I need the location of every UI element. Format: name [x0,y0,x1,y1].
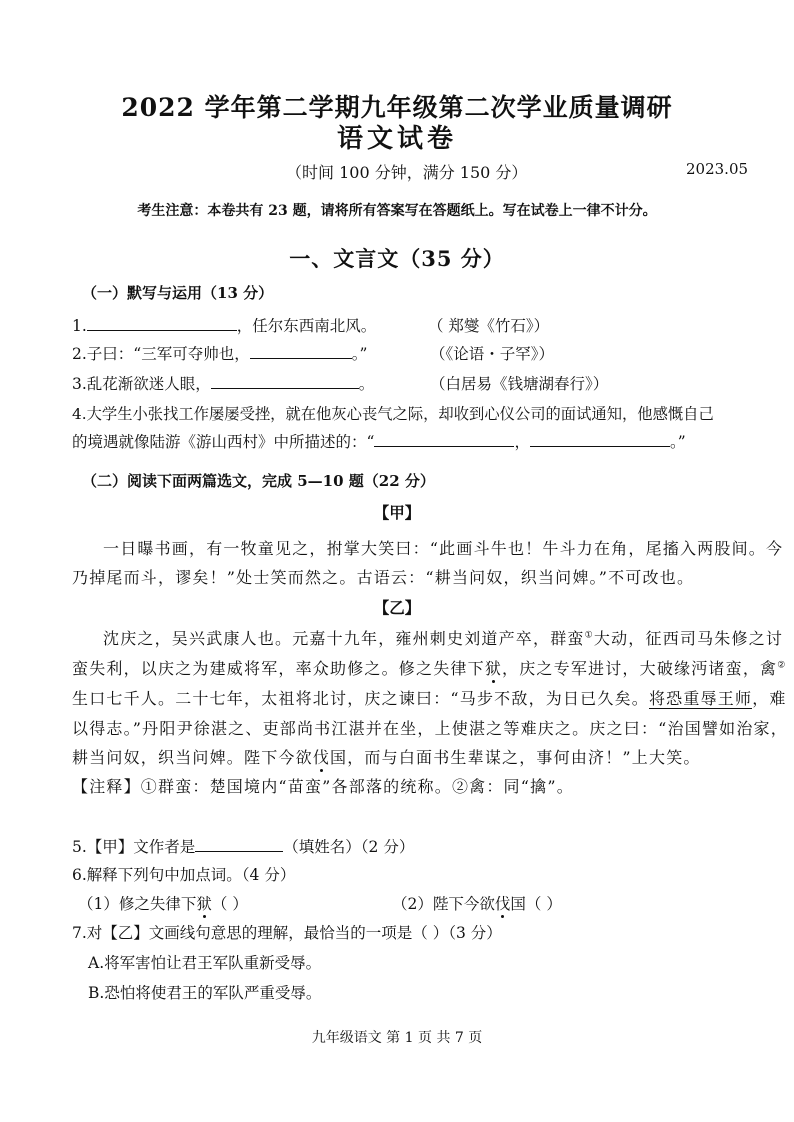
question-6-stem: 6.解释下列句中加点词。（4 分） [72,866,296,884]
passage-note: 【注释】①群蛮：楚国境内“苗蛮”各部落的统称。②禽：同“擒”。 [72,777,574,796]
q6-item1-prefix: （1）修之失律下 [78,895,197,913]
q5-answer-blank[interactable] [195,836,283,852]
q2-answer-blank[interactable] [250,343,352,359]
passage-yi-line1 [103,626,783,649]
passage-jia-line2: 乃掉尾而斗，谬矣！”处士笑而然之。古语云：“耕当问奴，织当问婢。”不可改也。 [72,568,695,587]
passage-yi-line5 [72,745,701,768]
q2-source: （《论语・子罕》） [430,345,555,363]
question-4-line2 [72,430,686,452]
yi-line2-a: 蛮失利，以庆之为建威将军，率众助修之。修之失律下 [72,659,485,678]
q2-suffix: 。” [351,345,368,363]
q4-answer-blank-1[interactable] [374,431,514,447]
passage-jia-label: 【甲】 [373,503,421,522]
q4-answer-blank-2[interactable] [530,431,670,447]
yi-line5-b: 国，而与白面书生辈谋之，事何由济！”上大笑。 [330,748,701,767]
passage-yi-line2 [72,656,787,679]
exam-subtitle: 语文试卷 [336,124,457,154]
q2-prefix: 2.子曰：“三军可夺帅也， [72,345,250,363]
page-footer: 九年级语文 第 1 页 共 7 页 [311,1030,483,1046]
yi-line3-a: 生口七千人。二十七年，太祖将北讨，庆之谏曰：“马步不敌，为日已久矣。 [72,689,649,708]
exam-time-info: （时间 100 分钟，满分 150 分） [286,163,528,182]
passage-yi-label: 【乙】 [373,598,421,617]
q6-dotted-word-1: 狱 [196,895,212,913]
dotted-word-yu: 狱 [484,659,503,678]
section-title: 一、文言文（35 分） [289,246,505,271]
yi-line2-b: ，庆之专军进讨，大破缘沔诸蛮，禽 [502,659,778,678]
part2-heading: （二）阅读下面两篇选文，完成 5—10 题（22 分） [82,472,435,490]
question-1 [72,314,376,336]
q1-source: （ 郑燮《竹石》） [428,317,550,335]
yi-line3-b: ，难 [752,689,787,708]
q6-item2-prefix: （2）陛下今欲 [392,895,495,913]
exam-notice: 考生注意：本卷共有 23 题，请将所有答案写在答题纸上。写在试卷上一律不计分。 [137,203,657,219]
q3-answer-blank[interactable] [211,373,359,389]
question-5 [72,835,414,857]
q4-mid: ， [514,433,530,451]
passage-yi-line3 [72,686,787,709]
q6-item2-answer[interactable]: 国（ ） [510,895,562,913]
q1-answer-blank[interactable] [87,315,237,331]
q3-source: （白居易《钱塘湖春行》） [430,375,609,393]
exam-date: 2023.05 [686,160,749,178]
note-ref-2: ② [777,660,787,671]
q6-item1-answer[interactable]: （ ） [211,895,248,913]
exam-title: 2022 学年第二学期九年级第二次学业质量调研 [121,93,673,122]
passage-yi-line4: 以得志。”丹阳尹徐湛之、吏部尚书江湛并在坐，上使湛之等难庆之。庆之曰：“治国譬如治家， [72,719,788,738]
yi-line5-a: 耕当问奴，织当问婢。陛下今欲 [72,748,313,767]
question-7-stem: 7.对【乙】文画线句意思的理解，最恰当的一项是（ ）（3 分） [72,924,502,942]
yi-line1-b: 大动，征西司马朱修之讨 [593,629,784,648]
q5-prefix: 5.【甲】文作者是 [72,838,196,856]
part1-heading: （一）默写与运用（13 分） [82,284,274,302]
q4-prefix: 的境遇就像陆游《游山西村》中所描述的：“ [72,433,375,451]
q7-option-b[interactable]: B.恐怕将使君王的军队严重受辱。 [88,984,322,1002]
question-2 [72,342,367,364]
q4-suffix: 。” [669,433,686,451]
q6-dotted-word-2: 伐 [494,895,511,913]
dotted-word-fa: 伐 [312,748,331,767]
note-ref-1: ① [584,630,594,641]
underlined-sentence: 将恐重辱王师 [648,689,753,708]
question-6-item-1 [78,892,248,914]
question-4-line1: 4.大学生小张找工作屡屡受挫，就在他灰心丧气之际，却收到心仪公司的面试通知，他感慨自己 [72,405,714,423]
yi-line1-a: 沈庆之，吴兴武康人也。元嘉十九年，雍州刺史刘道产卒，群蛮 [103,629,585,648]
q7-option-a[interactable]: A.将军害怕让君王军队重新受辱。 [88,954,322,972]
q3-prefix: 3.乱花渐欲迷人眼， [72,375,211,393]
q1-text: ，任尔东西南北风。 [236,317,377,335]
q3-suffix: 。 [358,375,375,393]
question-6-item-2 [392,892,562,914]
q1-number: 1. [72,317,87,335]
q5-suffix: （填姓名）（2 分） [283,838,415,856]
question-3 [72,372,374,394]
passage-jia-line1: 一日曝书画，有一牧童见之，拊掌大笑曰：“此画斗牛也！牛斗力在角，尾搐入两股间。今 [103,539,784,558]
